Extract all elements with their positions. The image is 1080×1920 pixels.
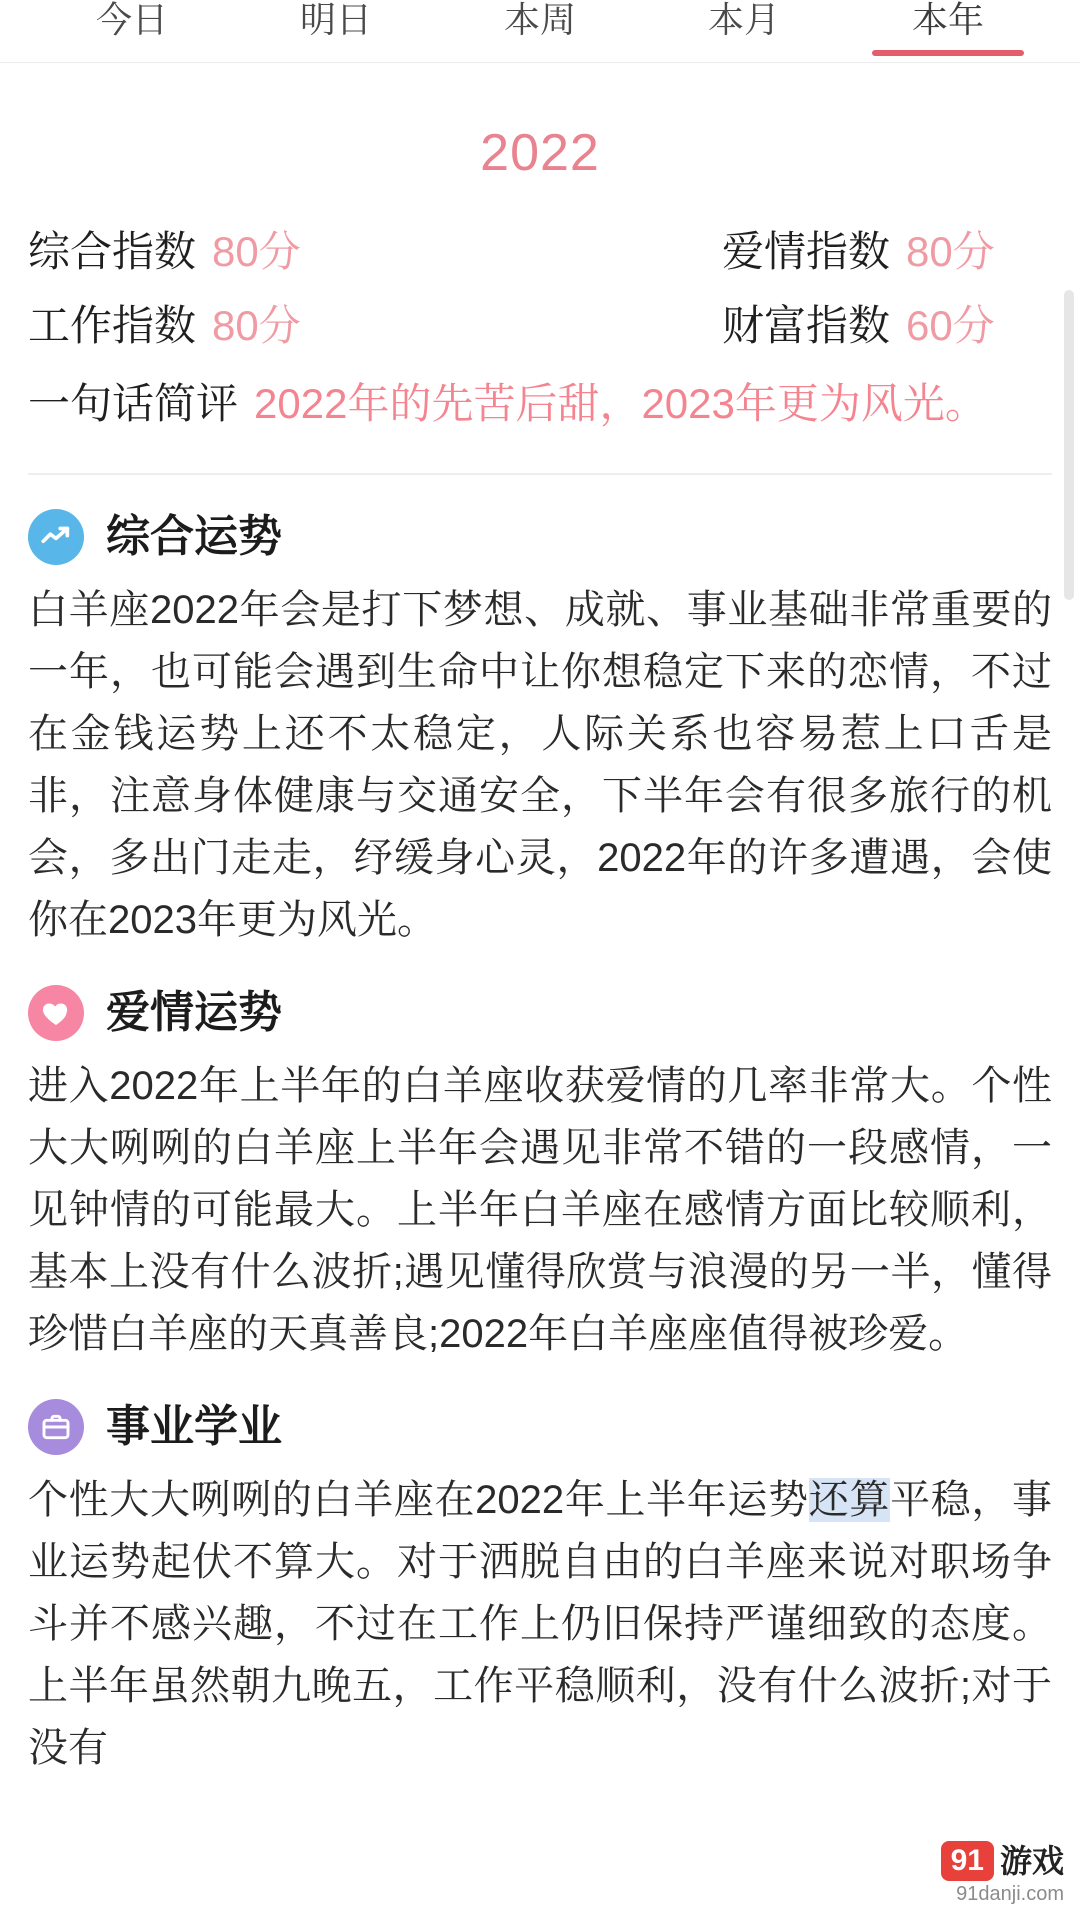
tab-active-underline [872,50,1024,56]
index-value: 80分 [212,302,301,349]
selected-text[interactable]: 还算 [808,1478,891,1522]
tab-month-label: 本月 [707,0,780,40]
section-header [28,985,1052,1041]
section-header [28,509,1052,565]
tab-tomorrow-label: 明日 [299,0,372,40]
content-divider [28,473,1052,475]
index-label: 工作指数 [28,302,197,349]
section-love-fortune [28,985,1052,1365]
index-value: 80分 [906,228,995,275]
tab-year-label: 本年 [911,0,984,40]
tab-week-label: 本周 [503,0,576,40]
watermark [941,1841,1064,1906]
watermark-badge: 91 [941,1841,994,1881]
section-career-study [28,1399,1052,1779]
section-title: 爱情运势 [106,988,282,1037]
index-label: 综合指数 [28,228,197,275]
tab-year[interactable] [846,0,1050,40]
tab-week[interactable] [438,0,642,40]
fortune-content [0,225,1080,1779]
index-grid [28,225,1052,435]
tab-today-label: 今日 [95,0,168,40]
summary-text: 2022年的先苦后甜，2023年更为风光。 [254,380,987,427]
period-tabbar[interactable] [0,0,1080,62]
page-title: 2022 [480,124,600,182]
tab-month[interactable] [642,0,846,40]
index-row [28,225,1052,279]
section-body: 白羊座2022年会是打下梦想、成就、事业基础非常重要的一年，也可能会遇到生命中让你想稳定下来的恋情，不过在金钱运势上还不太稳定，人际关系也容易惹上口舌是非，注意身体健康与交通安全，下半年会有很多旅行的机会，多出门走走，纾缓身心灵，2022年的许多遭遇，会使你在2023年更为风光。 [28,588,1052,942]
summary-label: 一句话简评 [28,380,239,427]
section-body: 进入2022年上半年的白羊座收获爱情的几率非常大。个性大大咧咧的白羊座上半年会遇见非常不错的一段感情，一见钟情的可能最大。上半年白羊座在感情方面比较顺利，基本上没有什么波折;遇见懂得欣赏与浪漫的另一半，懂得珍惜白羊座的天真善良;2022年白羊座座值得被珍爱。 [28,1064,1052,1356]
index-work [28,299,540,353]
section-body [28,1469,1052,1779]
briefcase-icon [28,1399,84,1455]
heart-icon [28,985,84,1041]
watermark-url: 91danji.com [956,1883,1064,1905]
watermark-logo [941,1841,1064,1881]
index-label: 财富指数 [722,302,891,349]
section-overall-fortune [28,509,1052,951]
index-love [540,225,1052,279]
summary-row [28,373,1052,435]
tab-today[interactable] [30,0,234,40]
index-value: 60分 [906,302,995,349]
chart-trend-icon [28,509,84,565]
section-title: 事业学业 [106,1402,282,1451]
watermark-name: 游戏 [999,1843,1064,1879]
index-label: 爱情指数 [722,228,891,275]
section-body-before: 个性大大咧咧的白羊座在2022年上半年运势 [28,1478,809,1522]
tab-tomorrow[interactable] [234,0,438,40]
index-value: 80分 [212,228,301,275]
section-body-after: 平稳，事业运势起伏不算大。对于洒脱自由的白羊座来说对职场争斗并不感兴趣，不过在工作上仍旧保持严谨细致的态度。上半年虽然朝九晚五，工作平稳顺利，没有什么波折;对于没有 [28,1478,1053,1770]
index-row [28,299,1052,353]
index-wealth [540,299,1052,353]
vertical-scrollbar[interactable] [1064,290,1074,600]
index-overall [28,225,540,279]
section-title: 综合运势 [106,512,282,561]
tabbar-divider [0,62,1080,63]
section-header [28,1399,1052,1455]
